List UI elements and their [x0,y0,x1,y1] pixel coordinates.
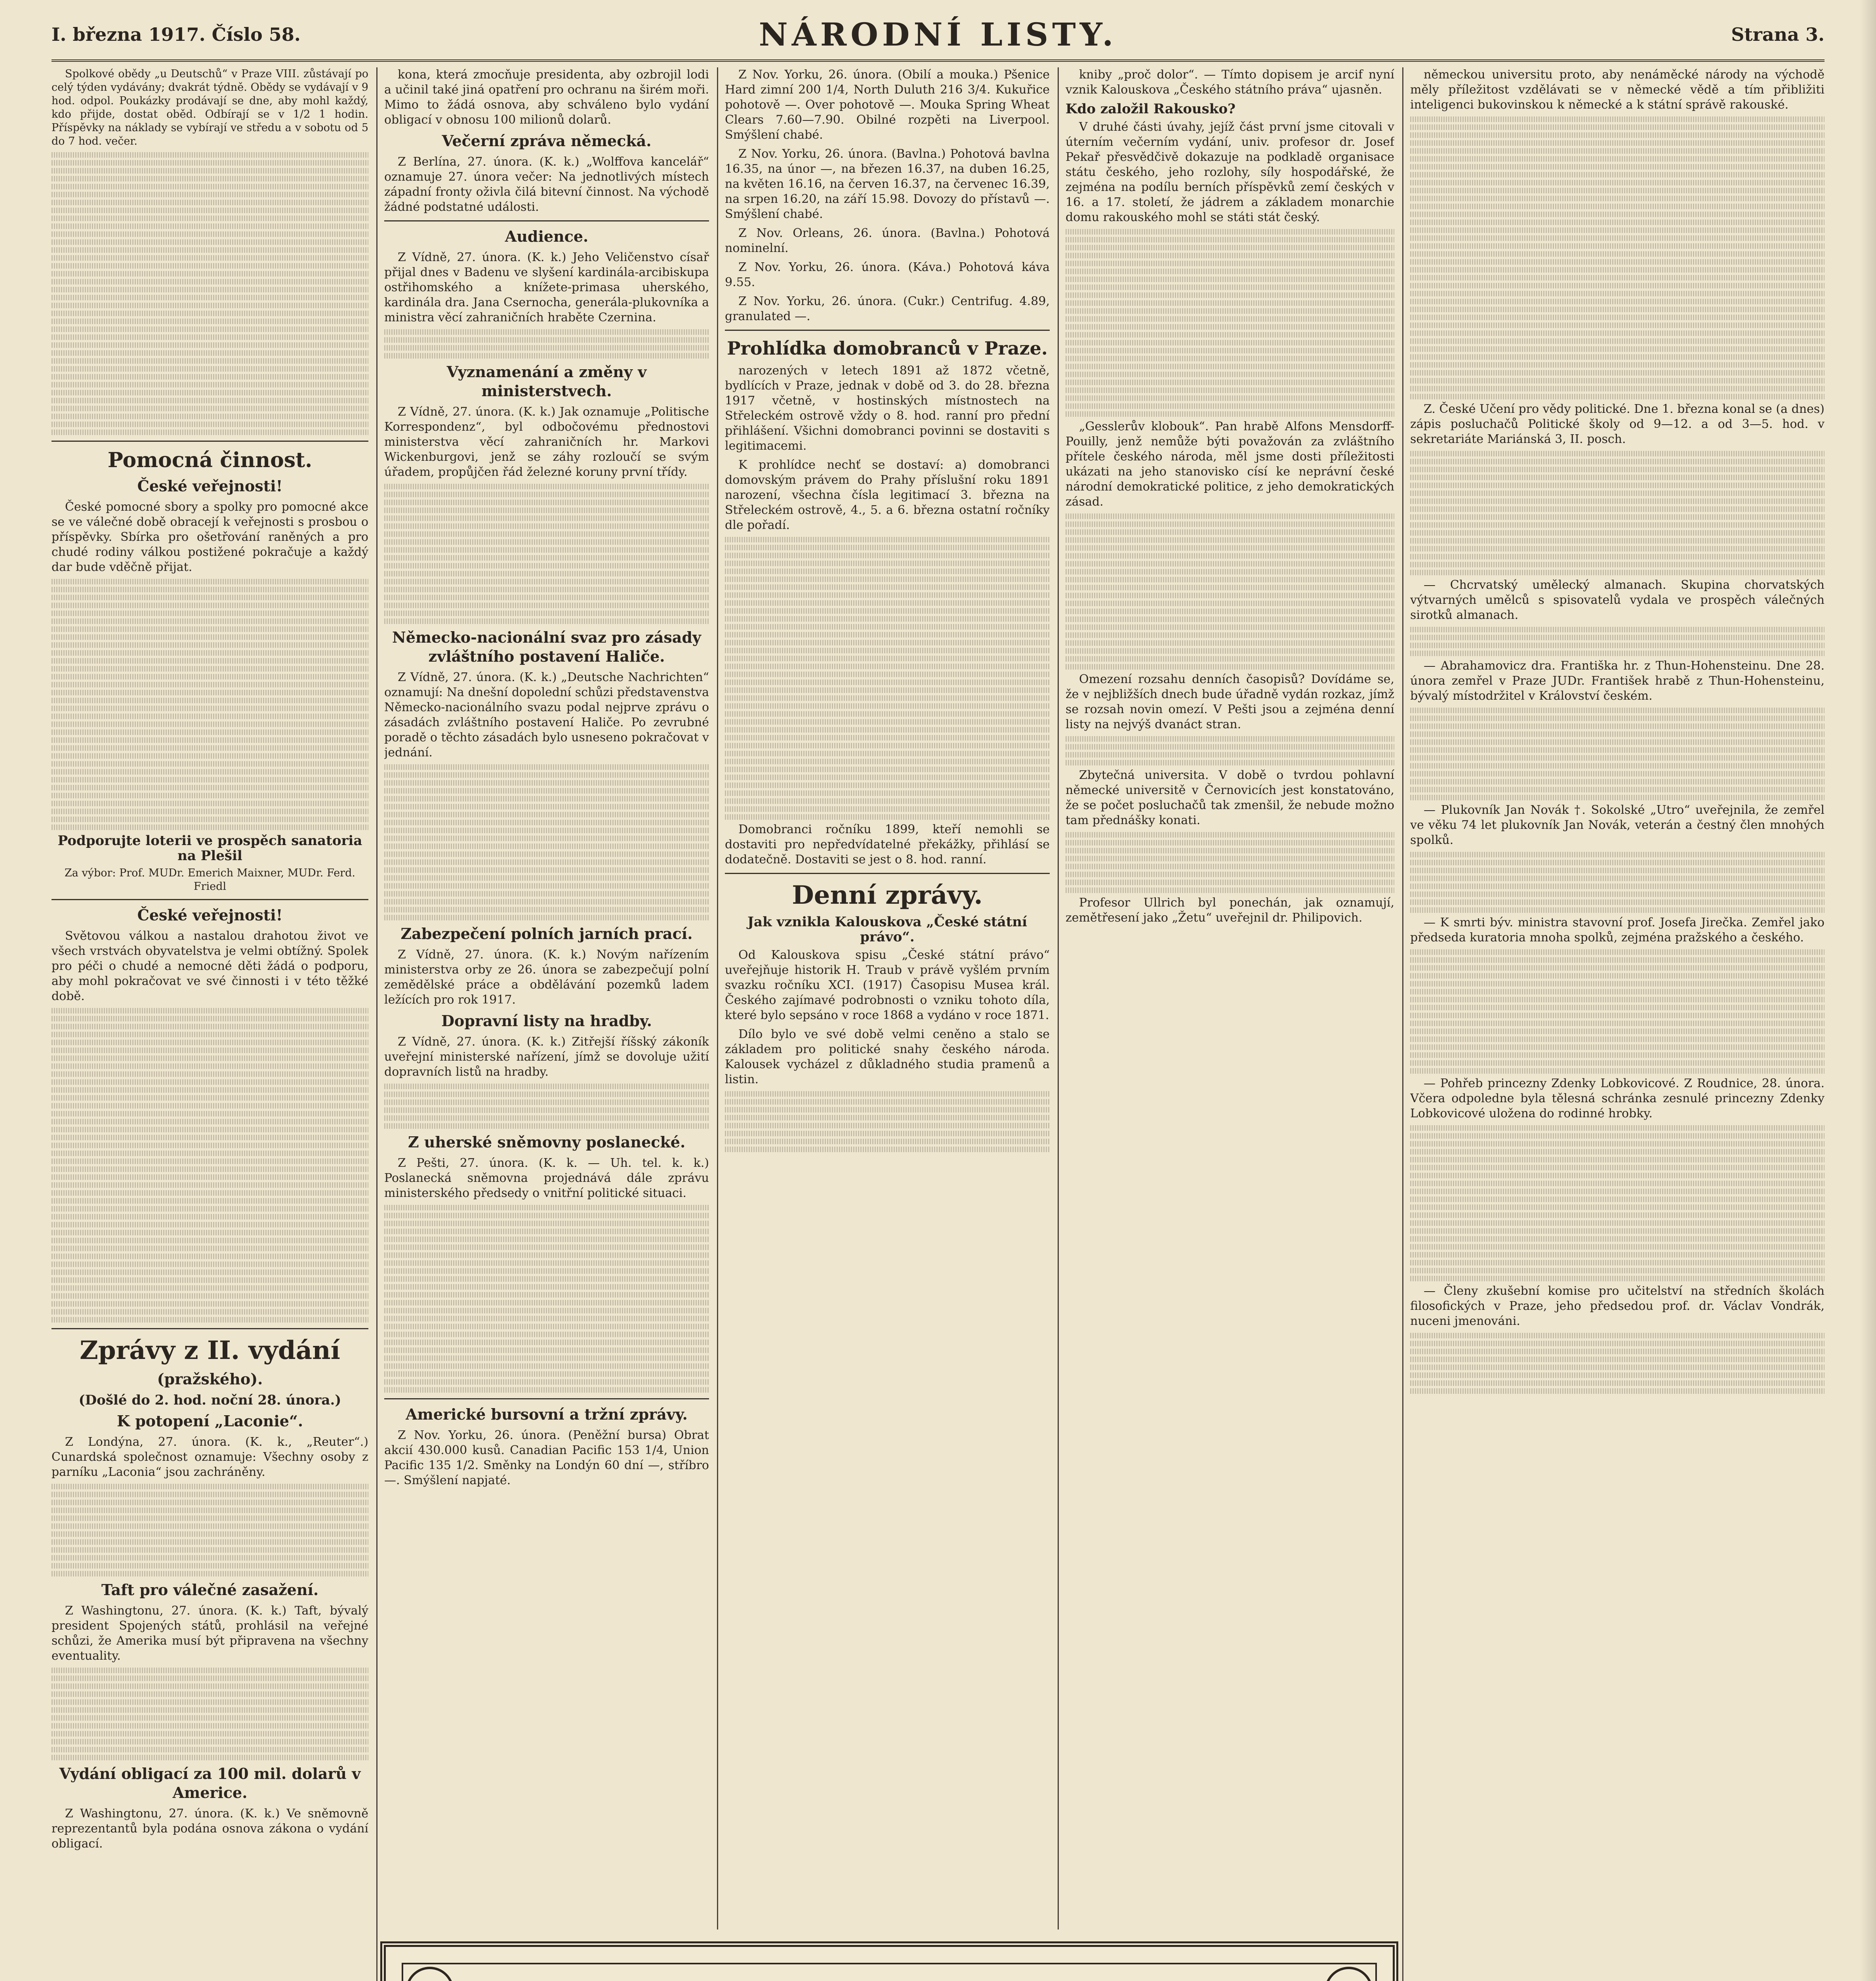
article-text: Z Vídně, 27. února. (K. k.) Jak oznamuje „Politische Korrespondenz“, byl odbočovému přednostovi ministerstva věcí zahraničních hr. Markovi Wickenburgovi, jenž se záhy rozloučí se svým úřadem, propůjčen řád železné koruny první třídy. [384,405,709,479]
article-text: Z Londýna, 27. února. (K. k., „Reuter“.) Cunardská společnost oznamuje: Všechny osoby z parníku „Laconia“ jsou zachráněny. [51,1435,368,1479]
article-text: — Abrahamovicz dra. Františka hr. z Thun-Hohensteinu. Dne 28. února zemřel v Praze JUDr. František hrabě z Thun-Hohensteinu, bývalý místodržitel v Království českém. [1410,659,1825,703]
article-text: — Chcrvatský umělecký almanach. Skupina chorvatských výtvarných umělců s spisovatelů vydala ve prospěch válečných sirotků almanach. [1410,578,1825,622]
section-title: Prohlídka domobranců v Praze. [727,338,1048,359]
column-1 [51,67,368,1981]
section-title: České veřejnosti! [137,906,283,924]
article-title: Zabezpečení polních jarních prací. [400,925,693,943]
article-title: Z uherské sněmovny poslanecké. [408,1133,686,1151]
section-subtitle: (pražského). [157,1370,263,1388]
section-title: Pomocná činnost. [107,448,313,472]
column-2 [384,67,709,1929]
column-3 [725,67,1050,1929]
article-text: Z Nov. Yorku, 26. února. (Peněžní bursa) Obrat akcií 430.000 kusů. Canadian Pacific 153 1/4, Union Pacific 135 1/2. Směnky na Londýn 60 dní —, stříbro —. Smýšlení napjaté. [384,1428,709,1487]
article-title: Kdo založil Rakousko? [1066,101,1236,117]
section-subtitle: České veřejnosti! [137,477,283,495]
section-note: (Došlé do 2. hod. noční 28. února.) [78,1392,341,1408]
page-header [51,16,1825,62]
article-text: Domobranci ročníku 1899, kteří nemohli se dostaviti pro nepředvídatelné překážky, přihlásí se dodatečně. Dostaviti se jest o 8. hod. ranní. [725,823,1050,866]
article-text: německou universitu proto, aby nenáměcké národy na východě měly příležitost vzdělávati se v německé vědě a tím přibližiti inteligenci bukovinskou k německé a k státní správě rakouské. [1410,68,1825,112]
intro-text: Spolkové obědy „u Deutschů“ v Praze VIII. zůstávají po celý týden vydávány; dvakrát týdně. Obědy se vydávají v 9 hod. odpol. Poukázky prodávají se dne, aby mohl každý, kdo přijde, dostat oběd. Odbírají se v 1/2 1 hodin. Příspěvky na náklady se vybírají ve středu a v sobotu od 5 do 7 hod. večer. [51,68,368,147]
article-text: — Pohřeb princezny Zdenky Lobkovicové. Z Roudnice, 28. února. Včera odpoledne byla tělesná schránka zesnulé princezny Zdenky Lobkovicové uložena do rodinné hrobky. [1410,1076,1825,1120]
article-text: Světovou válkou a nastalou drahotou život ve všech vrstvách obyvatelstva je velmi obtížný. Spolek pro péči o chudé a nemocné děti žádá o podporu, aby mohl pokračovat ve své činnosti i v této těžké době. [51,929,368,1003]
article-title: Taft pro válečné zasažení. [101,1581,319,1599]
article-text: Z Berlína, 27. února. (K. k.) „Wolffova kancelář“ oznamuje 27. února večer: Na jednotlivých místech západní fronty oživla čilá bitevní činnost. Na východě žádné podstatné události. [384,155,709,214]
article-text: Z Washingtonu, 27. února. (K. k.) Ve sněmovně reprezentantů byla podána osnova zákona o vydání obligací. [51,1807,368,1851]
market-report: Z Nov. Yorku, 26. února. (Cukr.) Centrifug. 4.89, granulated —. [725,294,1050,323]
market-report: Z Nov. Yorku, 26. února. (Káva.) Pohotová káva 9.55. [725,260,1050,289]
article-text: Z Vídně, 27. února. (K. k.) Novým nařízením ministerstva orby ze 26. února se zabezpečují polní zemědělské práce a obdělávání pozemků ladem ležících pro rok 1917. [384,948,709,1007]
article-text: K prohlídce nechť se dostaví: a) domobranci domovským právem do Prahy příslušní roku 1891 narození, všechna čísla legitimací 3. března na Střeleckém ostrově, 4., 5. a 6. března ostatní ročníky dle pořadí. [725,458,1050,532]
article-text: — Plukovník Jan Novák †. Sokolské „Utro“ uveřejnila, že zemřel ve věku 74 let plukovník Jan Novák, veterán a čestný člen mnohých spolků. [1410,803,1825,847]
article-title: Večerní zpráva německá. [442,132,652,150]
printing-house-advertisement [380,1941,1398,1981]
article-text: Z Vídně, 27. února. (K. k.) Zitřejší říšský zákoník uveřejní ministerské nařízení, jímž se dovoluje užití dopravních listů na hradby. [384,1035,709,1079]
market-report: Z Nov. Yorku, 26. února. (Bavlna.) Pohotová bavlna 16.35, na únor —, na březen 16.37, na duben 16.25, na květen 16.16, na červen 16.37, na červenec 16.39, na srpen 16.20, na září 15.98. Dovozy do přístavů —. Smýšlení chabé. [725,147,1050,221]
article-text: Dílo bylo ve své době velmi ceněno a stalo se základem pro politické snahy českého národa. Kalousek vycházel z důkladného studia pramenů a listin. [725,1027,1050,1086]
article-text: Z. České Učení pro vědy politické. Dne 1. března konal se (a dnes) zápis posluchačů Politické školy od 9—12. a od 3—5. hod. v sekretariáte Mariánská 3, II. posch. [1410,402,1825,446]
article-text: České pomocné sbory a spolky pro pomocné akce se ve válečné době obracejí k veřejnosti s prosbou o příspěvky. Sbírka pro ošetřování raněných a pro chudé rodiny válkou postižené pokračuje a každý dar bude vděčně přijat. [51,500,368,574]
masthead-title: NÁRODNÍ LISTY. [759,16,1117,53]
article-title: Vyznamenání a změny v ministerstvech. [446,363,647,400]
article-text: narozených v letech 1891 až 1872 včetně, bydlících v Praze, jednak v době od 3. do 28. března 1917 včetně, v hostinských místnostech na Střeleckém ostrově vždy o 8. hod. ranní pro přední přihlášení. Všichni domobranci povinni se dostaviti s legitimacemi. [725,364,1050,453]
section-title: Denní zprávy. [792,880,983,910]
market-report: Z Nov. Yorku, 26. února. (Obilí a mouka.) Pšenice Hard zimní 200 1/4, North Duluth 216 3/4. Kukuřice pohotově —. Over pohotově —. Mouka Spring Wheat Clears 7.60—7.90. Obilné rozpěti na Liverpool. Smýšlení chabé. [725,68,1050,142]
article-title: Jak vznikla Kalouskova „České státní právo“. [747,914,1028,945]
article-text: Z Vídně, 27. února. (K. k.) Jeho Veličenstvo císař přijal dnes v Badenu ve slyšení kardinála-arcibiskupa ostřihomského a knížete-primasa uherského, kardinála dra. Jana Csernocha, generála-plukovníka a ministra věcí zahraničních hraběte Czernina. [384,250,709,324]
article-text: Z Washingtonu, 27. února. (K. k.) Taft, bývalý president Spojených států, prohlásil na veřejné schůzi, že Amerika musí být připravena na všechny eventuality. [51,1604,368,1663]
article-text: „Gesslerův klobouk“. Pan hrabě Alfons Mensdorff-Pouilly, jenž nemůže býti považován za zvláštního přítele českého národa, měl jsme dosti příležitosti ukázati na jeho stanovisko císí ke neprávní české národní demokratické politice, z jeho demokratických zásad. [1066,420,1394,509]
article-text: Od Kalouskova spisu „České státní právo“ uveřejňuje historik H. Traub v právě vyšlém prvním svazku ročníku XCI. (1917) Časopisu Musea král. Českého zajímavé podrobnosti o vzniku tohoto díla, které bylo sepsáno v roce 1868 a vydáno v roce 1871. [725,948,1050,1022]
article-text: Profesor Ullrich byl ponechán, jak oznamují, zemětřesení jako „Žetu“ uveřejnil dr. Philipovich. [1066,896,1394,925]
page-number: Strana 3. [1731,24,1825,45]
article-title: Americké bursovní a tržní zprávy. [406,1405,688,1423]
article-title: Audience. [505,227,589,245]
appeal-heading: Podporujte loterii ve prospěch sanatoria na Plešil [57,833,362,864]
ad-inner-frame [402,1963,1377,1981]
column-4 [1066,67,1394,1929]
article-text: Z Vídně, 27. února. (K. k.) „Deutsche Nachrichten“ oznamují: Na dnešní dopolední schůzi představenstva Německo-nacionálního svazu podal nejprve zprávu o zásadách zvláštního postavení Haliče. Po zevrubné poradě o těchto zásadách bylo usneseno pokračovat v jednání. [384,670,709,760]
article-title: Vydání obligací za 100 mil. dolarů v Americe. [59,1765,361,1802]
column-rule [1402,67,1403,1981]
column-rule [376,67,377,1981]
signature: Za výbor: Prof. MUDr. Emerich Maixner, MUDr. Ferd. Friedl [65,867,355,893]
article-title: Dopravní listy na hradby. [441,1012,652,1030]
column-rule [1058,67,1059,1929]
article-text: — Členy zkušební komise pro učitelství na středních školách filosofických v Praze, jeho předsedou prof. dr. Václav Vondrák, nuceni jmenováni. [1410,1284,1825,1328]
article-title: K potopení „Laconie“. [116,1412,303,1430]
column-5 [1410,67,1825,1981]
article-text: kona, která zmocňuje presidenta, aby ozbrojil lodi a učinil také jiná opatření pro ochranu na širém moři. Mimo to žádá osnova, aby schváleno bylo vydání obligací v obnosu 100 milionů dolarů. [384,68,709,127]
issue-date: I. března 1917. Číslo 58. [51,24,301,45]
article-text: Omezení rozsahu denních časopisů? Dovídáme se, že v nejbližších dnech bude úřadně vydán rozkaz, jímž se rozsah novin omezí. V Pešti jsou a zejména denní listy na nejvýš dvanáct stran. [1066,672,1394,731]
article-text: Zbytečná universita. V době o tvrdou pohlavní německé universitě v Černovicích jest konstatováno, že se počet posluchačů tak zmenšil, že nebude možno tam přednášky konati. [1066,768,1394,827]
column-rule [717,67,718,1929]
page-edge-shadow [1860,0,1876,1981]
article-text: V druhé části úvahy, jejíž část první jsme citovali v úterním večerním vydání, univ. profesor dr. Josef Pekař přesvědčivě dokazuje na podkladě organisace státu českého, jeho rozlohy, síly hospodářské, že zejména na podílu berních příspěvků zemí českých v 16. a 17. století, že jádrem a základem monarchie domu rakouského mohl se státi stát český. [1066,120,1394,224]
article-text: kniby „proč dolor“. — Tímto dopisem je arcif nyní vznik Kalouskova „Českého státního práva“ ujasněn. [1066,68,1394,97]
article-text: Z Pešti, 27. února. (K. k. — Uh. tel. k. k.) Poslanecká sněmovna projednává dále zprávu ministerského předsedy o vnitřní politické situaci. [384,1156,709,1200]
market-report: Z Nov. Orleans, 26. února. (Bavlna.) Pohotová nominelní. [725,226,1050,255]
article-title: Německo-nacionální svaz pro zásady zvláštního postavení Haliče. [392,628,701,665]
article-text: — K smrti býv. ministra stavovní prof. Josefa Jirečka. Zemřel jako předseda kuratoria mnoha spolků, zejména pražského a českého. [1410,916,1825,945]
section-title: Zprávy z II. vydání [80,1336,340,1365]
